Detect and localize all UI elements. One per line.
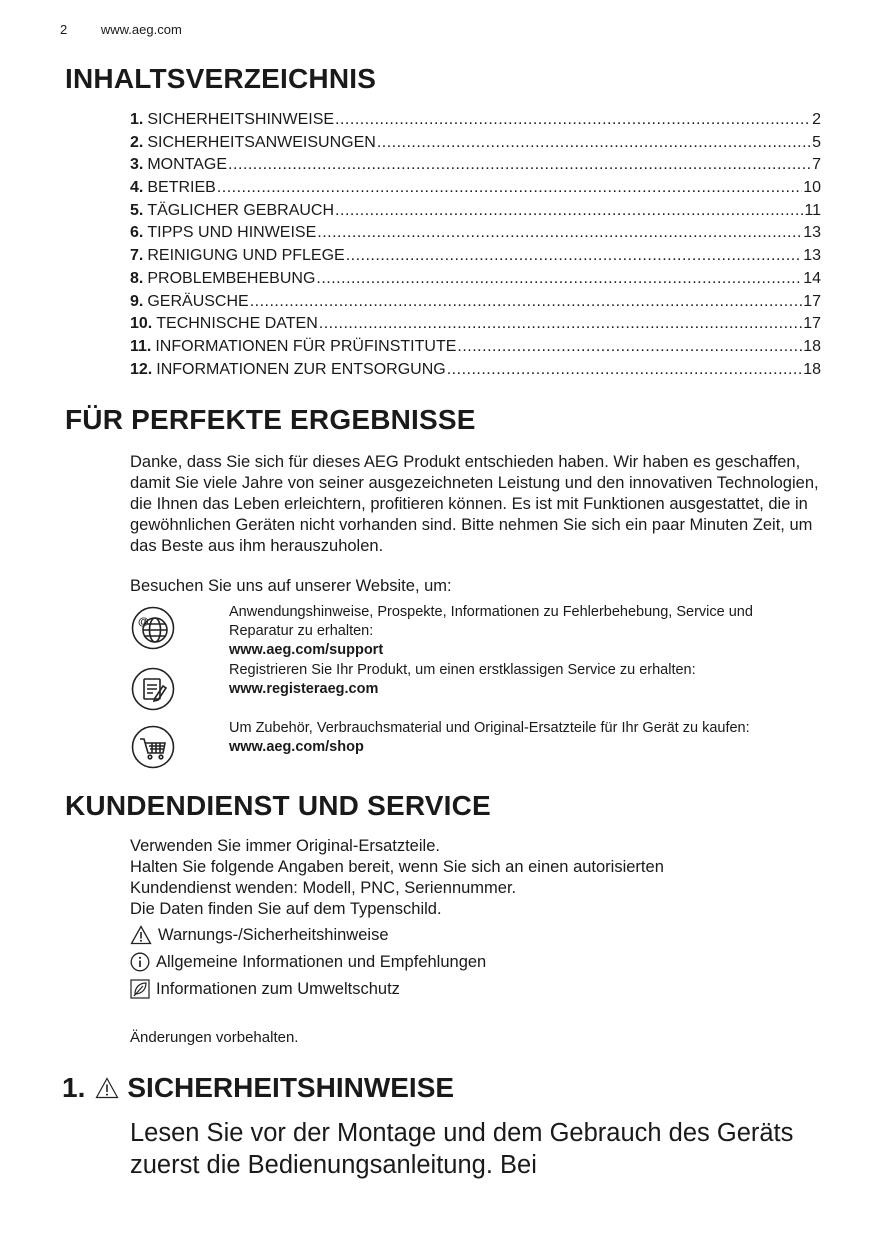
toc-item-number: 12. [130, 360, 153, 378]
toc-item-page: 11 [804, 201, 821, 219]
customer-service-text [130, 836, 664, 920]
toc-item-page: 18 [803, 337, 821, 355]
toc-item-page: 17 [803, 292, 821, 310]
toc-item-number: 11. [130, 337, 152, 355]
section-title-perfect-results: FÜR PERFEKTE ERGEBNISSE [65, 404, 476, 435]
toc-item-label: PROBLEMBEHEBUNG [147, 269, 316, 287]
warning-triangle-icon [95, 1077, 119, 1099]
toc-leader-dots [217, 179, 802, 197]
toc-leader-dots [317, 224, 802, 242]
toc-item[interactable] [130, 270, 821, 293]
toc-item-number: 7. [130, 247, 144, 265]
toc-item-page: 13 [803, 247, 821, 265]
toc-item[interactable] [130, 315, 821, 338]
service-register-text: Registrieren Sie Ihr Produkt, um einen erstklassigen Service zu erhalten: [229, 662, 696, 678]
page-number: 2 [60, 22, 68, 37]
legend-warning-label: Warnungs-/Sicherheitshinweise [158, 925, 389, 944]
legend-environment [130, 979, 400, 999]
toc-leader-dots [447, 361, 802, 379]
legend-environment-label: Informationen zum Umweltschutz [156, 979, 400, 998]
toc-item[interactable] [130, 247, 821, 270]
toc-item-page: 10 [803, 179, 821, 197]
toc-item-label: GERÄUSCHE [147, 292, 249, 310]
section-title-customer-service: KUNDENDIENST UND SERVICE [65, 790, 491, 821]
toc-item-label: BETRIEB [147, 179, 216, 197]
service-shop-text: Um Zubehör, Verbrauchsmaterial und Original-Ersatzteile für Ihr Gerät zu kaufen: [229, 720, 750, 736]
service-shop [229, 719, 819, 757]
toc-item[interactable] [130, 134, 821, 157]
toc-item-number: 6. [130, 224, 144, 242]
visit-website-text: Besuchen Sie uns auf unserer Website, um: [130, 577, 452, 595]
support-link[interactable]: www.aeg.com/support [229, 642, 384, 658]
toc-item-label: REINIGUNG UND PFLEGE [147, 247, 345, 265]
cs-line: Halten Sie folgende Angaben bereit, wenn Sie sich an einen autorisierten [130, 858, 664, 876]
toc-item-number: 3. [130, 156, 144, 174]
cs-line: Die Daten finden Sie auf dem Typenschild. [130, 900, 442, 918]
toc-item-number: 8. [130, 269, 144, 287]
warning-triangle-icon [130, 925, 152, 945]
service-support-text: Anwendungshinweise, Prospekte, Informationen zu Fehlerbehebung, Service und Reparatur zu erhalten: [229, 604, 753, 639]
section-number: 1. [62, 1072, 86, 1103]
toc-leader-dots [377, 134, 811, 152]
toc-leader-dots [335, 202, 803, 220]
service-register [229, 661, 819, 699]
register-product-icon [131, 667, 175, 711]
toc-item[interactable] [130, 224, 821, 247]
toc-item-number: 1. [130, 111, 144, 128]
toc-item-label: INFORMATIONEN ZUR ENTSORGUNG [156, 360, 446, 378]
legend-warning [130, 925, 389, 945]
toc-leader-dots [250, 293, 803, 311]
toc-item-page: 13 [803, 224, 821, 242]
toc-item-number: 2. [130, 133, 144, 151]
toc-leader-dots [346, 247, 803, 265]
toc-item-number: 4. [130, 179, 144, 197]
toc-item-number: 5. [130, 201, 144, 219]
toc-leader-dots [316, 270, 802, 288]
register-link[interactable]: www.registeraeg.com [229, 681, 379, 697]
toc-item[interactable] [130, 293, 821, 316]
section-title-safety [62, 1072, 454, 1104]
toc-item-page: 14 [803, 269, 821, 287]
service-support [229, 603, 819, 660]
toc-item-page: 2 [812, 111, 821, 128]
toc-leader-dots [319, 315, 802, 333]
cs-line: Kundendienst wenden: Modell, PNC, Seriennummer. [130, 879, 517, 897]
legend-info [130, 952, 486, 972]
toc-item[interactable] [130, 338, 821, 361]
toc-item-label: SICHERHEITSANWEISUNGEN [147, 133, 376, 151]
toc-item[interactable] [130, 156, 821, 179]
toc-item-number: 9. [130, 292, 144, 310]
toc-item[interactable] [130, 202, 821, 225]
page-header [60, 22, 182, 37]
toc-item-label: TIPPS UND HINWEISE [147, 224, 317, 242]
toc-item-label: MONTAGE [147, 156, 228, 174]
toc-leader-dots [457, 338, 802, 356]
website-link[interactable]: www.aeg.com [100, 22, 182, 37]
changes-note: Änderungen vorbehalten. [130, 1029, 299, 1046]
svg-text:@: @ [138, 616, 149, 628]
table-of-contents [130, 111, 821, 383]
toc-item-label: TECHNISCHE DATEN [156, 315, 318, 333]
lead-paragraph: Lesen Sie vor der Montage und dem Gebrauch des Geräts zuerst die Bedienungsanleitung. Bei [130, 1119, 794, 1179]
toc-item-page: 17 [803, 315, 821, 333]
toc-item-label: TÄGLICHER GEBRAUCH [147, 201, 335, 219]
intro-paragraph: Danke, dass Sie sich für dieses AEG Produkt entschieden haben. Wir haben es geschaffen, damit Sie viele Jahre von seiner ausgezeichneten Leistung und den innovativen Technologien, die Ihnen das Leben erleichtern, profitieren können. Es ist mit Funktionen ausgestattet, die in gewöhnlichen Geräten nicht vorhanden sind. Bitte nehmen Sie sich ein paar Minuten Zeit, um das Beste aus ihm herauszuholen. [130, 453, 819, 555]
toc-item-page: 5 [812, 133, 821, 151]
info-icon [130, 952, 150, 972]
toc-item-number: 10. [130, 315, 153, 333]
toc-leader-dots [228, 156, 811, 174]
toc-item[interactable] [130, 179, 821, 202]
cs-line: Verwenden Sie immer Original-Ersatzteile. [130, 837, 440, 855]
toc-leader-dots [335, 111, 811, 129]
legend-info-label: Allgemeine Informationen und Empfehlungen [156, 952, 487, 971]
shop-link[interactable]: www.aeg.com/shop [229, 739, 364, 755]
web-support-icon [131, 606, 175, 650]
toc-item-label: INFORMATIONEN FÜR PRÜFINSTITUTE [155, 337, 457, 355]
toc-item-label: SICHERHEITSHINWEISE [147, 111, 335, 128]
environment-leaf-icon [130, 979, 150, 999]
shopping-cart-icon [131, 725, 175, 769]
section-title-text: SICHERHEITSHINWEISE [127, 1072, 455, 1103]
toc-title: INHALTSVERZEICHNIS [65, 63, 377, 94]
toc-item[interactable] [130, 361, 821, 384]
toc-item-page: 7 [812, 156, 821, 174]
toc-item[interactable] [130, 111, 821, 134]
toc-item-page: 18 [803, 360, 821, 378]
